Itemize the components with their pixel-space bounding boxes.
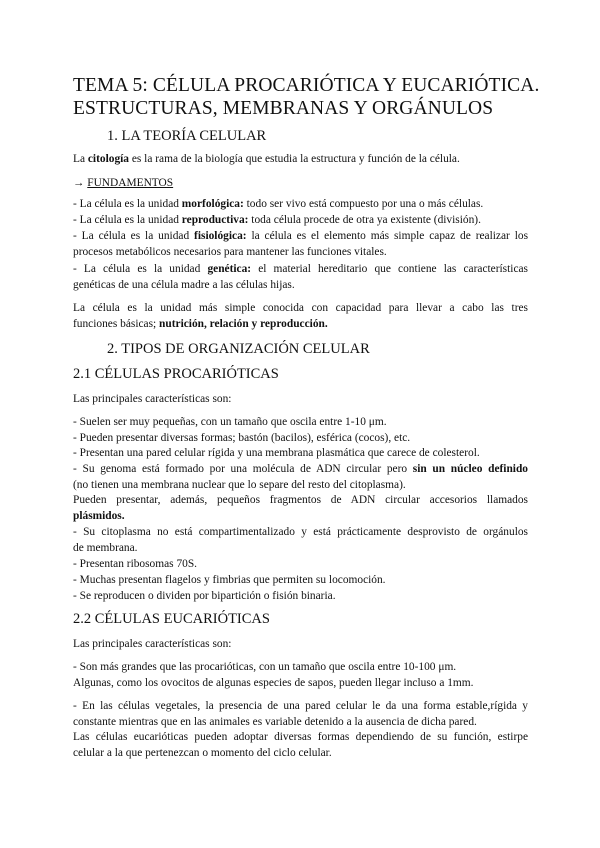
- bullet-pared-proc: - Presentan una pared celular rígida y una membrana plasmática que carece de colesterol.: [73, 447, 480, 459]
- fundamentos-label: [73, 176, 528, 192]
- bullet-fisiologica: [73, 229, 528, 260]
- line: (no tienen una membrana nuclear que lo separe del resto del citoplasma).: [73, 478, 406, 491]
- line: genéticas de una célula madre a las células hijas.: [73, 278, 295, 291]
- line: procesos metabólicos necesarios para mantener las funciones vitales.: [73, 245, 387, 258]
- bullet-morfologica: [73, 197, 528, 213]
- bold-term: reproductiva:: [181, 214, 249, 226]
- subsection-heading-procarioticas: 2.1 CÉLULAS PROCARIÓTICAS: [73, 366, 279, 382]
- paragraph-intro-procarioticas: Las principales características son:: [73, 393, 232, 405]
- line: de membrana.: [73, 541, 138, 554]
- text: el material hereditario que contiene las características: [251, 263, 528, 275]
- line: [73, 509, 528, 525]
- line: Pueden presentar, además, pequeños fragmentos de ADN circular accesorios llamados: [73, 494, 528, 506]
- fundamentos-heading: FUNDAMENTOS: [87, 177, 174, 189]
- bold-term: plásmidos.: [73, 509, 125, 522]
- bold-term: citología: [87, 153, 129, 165]
- bullet-tamano-proc: - Suelen ser muy pequeñas, con un tamaño que oscila entre 1-10 μm.: [73, 416, 387, 428]
- line: - En las células vegetales, la presencia de una pared celular le da una forma estable,rígida y: [73, 700, 528, 712]
- text: es la rama de la biología que estudia la estructura y función de la célula.: [129, 153, 460, 165]
- bold-term: nutrición, relación y reproducción.: [159, 317, 328, 330]
- bullet-reproductiva: [73, 213, 528, 229]
- paragraph-ovocitos: Algunas, como los ovocitos de algunas especies de sapos, pueden llegar incluso a 1mm.: [73, 677, 474, 689]
- bullet-ribosomas-proc: - Presentan ribosomas 70S.: [73, 558, 198, 570]
- text: todo ser vivo está compuesto por una o más células.: [243, 198, 484, 210]
- line: Las células eucarióticas pueden adoptar diversas formas dependiendo de su función, estirpe: [73, 731, 528, 743]
- line: celular a la que pertenezcan o momento del ciclo celular.: [73, 746, 332, 759]
- line: [73, 262, 528, 278]
- text: - La célula es la unidad: [73, 214, 182, 226]
- line: [73, 462, 528, 478]
- text: la célula es el elemento más simple capaz de realizar los: [246, 230, 529, 242]
- paragraph-intro-eucarioticas: Las principales características son:: [73, 638, 232, 650]
- bullet-formas-proc: - Pueden presentar diversas formas; bastón (bacilos), esférica (cocos), etc.: [73, 432, 411, 444]
- bullet-genoma-proc: [73, 462, 528, 493]
- paragraph-formas-euc: [73, 730, 528, 761]
- line: constante mientras que en las animales es variable detenido a la ausencia de dicha pared.: [73, 715, 477, 728]
- bold-term: genética:: [207, 263, 252, 275]
- bullet-tamano-euc: - Son más grandes que las procarióticas, con un tamaño que oscila entre 10-100 μm.: [73, 661, 457, 673]
- section-heading-tipos-organizacion: 2. TIPOS DE ORGANIZACIÓN CELULAR: [107, 341, 370, 357]
- arrow-icon: →: [73, 177, 88, 189]
- bold-term: fisiológica:: [194, 230, 247, 242]
- text: toda célula procede de otra ya existente (división).: [248, 214, 481, 226]
- section-heading-teoria-celular: 1. LA TEORÍA CELULAR: [107, 128, 267, 144]
- text: - La célula es la unidad: [73, 198, 182, 210]
- text: - La célula es la unidad: [73, 263, 208, 275]
- line: - Su citoplasma no está compartimentalizado y está prácticamente desprovisto de orgánulos: [73, 526, 528, 538]
- bullet-reproduccion-proc: - Se reproducen o dividen por bipartición o fisión binaria.: [73, 590, 336, 602]
- title-line-2: ESTRUCTURAS, MEMBRANAS Y ORGÁNULOS: [73, 98, 494, 119]
- line: [73, 317, 528, 333]
- paragraph-citologia: [73, 152, 528, 168]
- bold-term: sin un núcleo definido: [412, 463, 529, 475]
- title-line-1: TEMA 5: CÉLULA PROCARIÓTICA Y EUCARIÓTICA.: [73, 75, 540, 96]
- line: [73, 229, 528, 245]
- bullet-flagelos-proc: - Muchas presentan flagelos y fimbrias que permiten su locomoción.: [73, 574, 386, 586]
- text: - La célula es la unidad: [73, 230, 195, 242]
- bullet-genetica: [73, 262, 528, 293]
- bullet-citoplasma-proc: [73, 525, 528, 556]
- subsection-heading-eucarioticas: 2.2 CÉLULAS EUCARIÓTICAS: [73, 611, 270, 627]
- text: La: [73, 153, 88, 165]
- document-title: [73, 74, 573, 120]
- bold-term: morfológica:: [181, 198, 244, 210]
- paragraph-plasmidos: [73, 493, 528, 524]
- text: - Su genoma está formado por una molécula de ADN circular pero: [73, 463, 413, 475]
- line: La célula es la unidad más simple conocida con capacidad para llevar a cabo las tres: [73, 302, 528, 314]
- text: funciones básicas;: [73, 317, 160, 330]
- paragraph-funciones: [73, 301, 528, 332]
- bullet-pared-euc: [73, 699, 528, 730]
